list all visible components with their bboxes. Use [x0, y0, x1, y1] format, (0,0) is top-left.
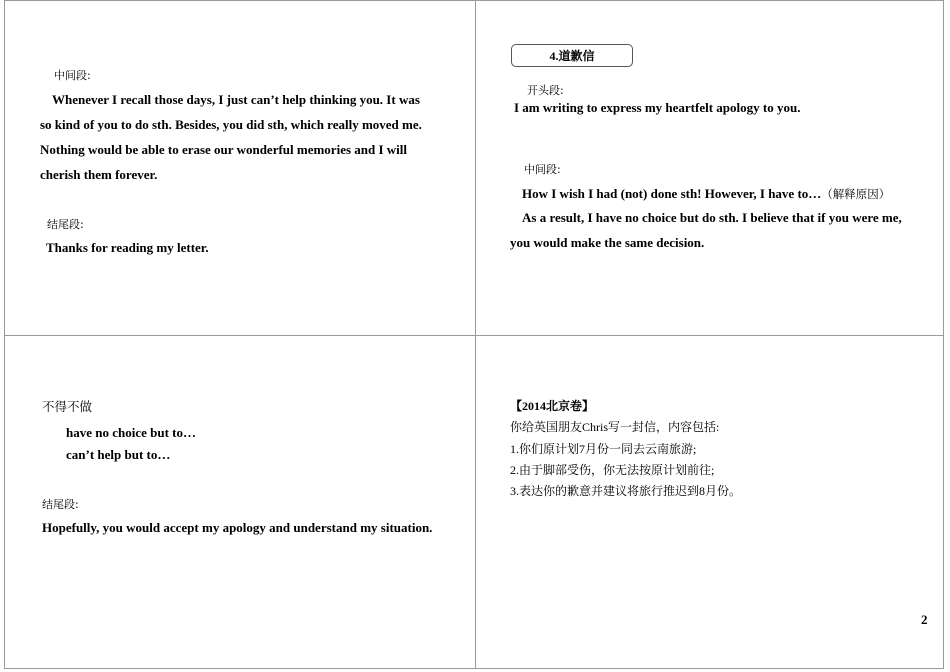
section-title-box: 4.道歉信 — [511, 44, 633, 67]
ending-section-label-2: 结尾段: — [42, 498, 79, 511]
body-line-4: cherish them forever. — [40, 167, 158, 182]
opening-line: I am writing to express my heartfelt apology to you. — [514, 100, 801, 115]
phrase-heading: 不得不做 — [42, 399, 93, 414]
exam-item-1: 1.你们原计划7月份一同去云南旅游; — [510, 442, 697, 456]
exam-item-2: 2.由于脚部受伤，你无法按原计划前往; — [510, 463, 715, 477]
body-line-3: Nothing would be able to erase our wonderful memories and I will — [40, 142, 408, 157]
exam-intro: 你给英国朋友Chris写一封信，内容包括: — [510, 420, 720, 434]
apology-line-1-note: （解释原因） — [821, 187, 891, 201]
page-number: 2 — [921, 612, 928, 627]
phrase-2: can’t help but to… — [66, 447, 171, 462]
exam-item-3: 3.表达你的歉意并建议将旅行推迟到8月份。 — [510, 484, 742, 498]
ending-section-label: 结尾段: — [47, 218, 84, 231]
middle-section-label-2: 中间段: — [524, 163, 561, 176]
apology-line-3: you would make the same decision. — [510, 235, 705, 250]
body-line-1: Whenever I recall those days, I just can’t help thinking you. It was — [52, 92, 420, 107]
apology-line-1 — [522, 185, 890, 203]
body-line-2: so kind of you to do sth. Besides, you did sth, which really moved me. — [40, 117, 422, 132]
ending-line-2: Hopefully, you would accept my apology and understand my situation. — [42, 520, 433, 535]
opening-section-label: 开头段: — [527, 84, 564, 97]
apology-line-1-en: How I wish I had (not) done sth! However, I have to… — [522, 186, 822, 201]
apology-line-2: As a result, I have no choice but do sth. I believe that if you were me, — [522, 210, 902, 225]
phrase-1: have no choice but to… — [66, 425, 196, 440]
exam-heading: 【2014北京卷】 — [510, 399, 595, 413]
horizontal-divider — [4, 335, 944, 336]
middle-section-label: 中间段: — [54, 69, 91, 82]
ending-line: Thanks for reading my letter. — [46, 240, 209, 255]
